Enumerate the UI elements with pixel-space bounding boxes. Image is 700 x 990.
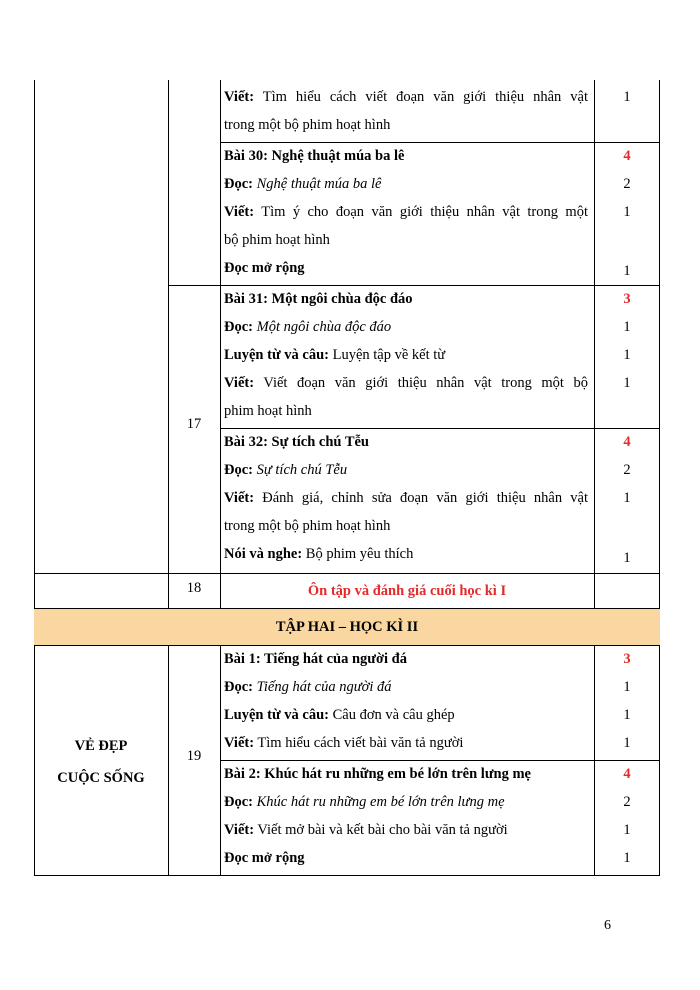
lesson-title: Bài 31: Một ngôi chùa độc đáo: [224, 291, 413, 307]
period-count: 1: [623, 319, 631, 335]
period-count: 1: [623, 550, 631, 566]
lesson-line: Luyện từ và câu: Câu đơn và câu ghép: [224, 707, 455, 723]
lesson-line: Đọc: Khúc hát ru những em bé lớn trên lưng mẹ: [224, 794, 505, 810]
week-number: 19: [186, 748, 202, 764]
theme-title: VẺ ĐẸP: [74, 738, 128, 754]
col-divider: [220, 80, 221, 609]
lesson-line: Đọc: Sự tích chú Tễu: [224, 462, 348, 478]
col-divider: [220, 645, 221, 876]
lesson-total: 4: [623, 434, 631, 450]
lesson-line: phim hoạt hình: [224, 403, 312, 419]
period-count: 1: [623, 707, 631, 723]
curriculum-table: [34, 80, 660, 876]
lesson-line: bộ phim hoạt hình: [224, 232, 330, 248]
lesson-line: Đọc: Một ngôi chùa độc đáo: [224, 319, 392, 335]
lesson-line: trong một bộ phim hoạt hình: [224, 117, 391, 133]
lesson-line: Viết: Đánh giá, chỉnh sửa đoạn văn giới thiệu nhân vật: [224, 490, 588, 506]
lesson-title: Bài 1: Tiếng hát của người đá: [224, 651, 407, 667]
period-count: 1: [623, 735, 631, 751]
lesson-line: Đọc mở rộng: [224, 850, 305, 866]
col-divider: [34, 80, 35, 609]
lesson-title: Bài 32: Sự tích chú Tễu: [224, 434, 369, 450]
lesson-total: 4: [623, 766, 631, 782]
period-count: 1: [623, 679, 631, 695]
period-count: 2: [623, 462, 631, 478]
lesson-line: Viết: Tìm hiểu cách viết đoạn văn giới thiệu nhân vật: [224, 89, 588, 105]
lesson-line: Đọc: Tiếng hát của người đá: [224, 679, 392, 695]
lesson-total: 3: [623, 651, 631, 667]
period-count: 1: [623, 490, 631, 506]
period-count: 2: [623, 794, 631, 810]
lesson-total: 3: [623, 291, 631, 307]
lesson-line: Viết: Tìm hiểu cách viết bài văn tả người: [224, 735, 464, 751]
section-title: TẬP HAI – HỌC KÌ II: [275, 619, 419, 635]
week-number: 17: [186, 416, 202, 432]
page-number: 6: [604, 918, 611, 933]
theme-title: CUỘC SỐNG: [57, 770, 145, 786]
review-title: Ôn tập và đánh giá cuối học kì I: [307, 583, 507, 599]
period-count: 1: [623, 822, 631, 838]
col-divider: [168, 80, 169, 609]
lesson-title: Bài 30: Nghệ thuật múa ba lê: [224, 148, 405, 164]
week-number: 18: [186, 580, 202, 596]
lesson-line: Luyện từ và câu: Luyện tập về kết từ: [224, 347, 446, 363]
lesson-line: trong một bộ phim hoạt hình: [224, 518, 391, 534]
lesson-title: Bài 2: Khúc hát ru những em bé lớn trên lưng mẹ: [224, 766, 531, 782]
period-count: 1: [623, 347, 631, 363]
period-count: 1: [623, 850, 631, 866]
lesson-line: Viết: Viết đoạn văn giới thiệu nhân vật trong một bộ: [224, 375, 588, 391]
lesson-line: Viết: Viết mở bài và kết bài cho bài văn tả người: [224, 822, 508, 838]
period-count: 1: [623, 263, 631, 279]
period-count: 1: [623, 89, 631, 105]
lesson-line: Đọc mở rộng: [224, 260, 305, 276]
period-count: 1: [623, 375, 631, 391]
lesson-total: 4: [623, 148, 631, 164]
period-count: 2: [623, 176, 631, 192]
period-count: 1: [623, 204, 631, 220]
lesson-line: Đọc: Nghệ thuật múa ba lê: [224, 176, 382, 192]
lesson-line: Viết: Tìm ý cho đoạn văn giới thiệu nhân vật trong một: [224, 204, 588, 220]
lesson-line: Nói và nghe: Bộ phim yêu thích: [224, 546, 414, 562]
row-divider: [34, 875, 660, 876]
